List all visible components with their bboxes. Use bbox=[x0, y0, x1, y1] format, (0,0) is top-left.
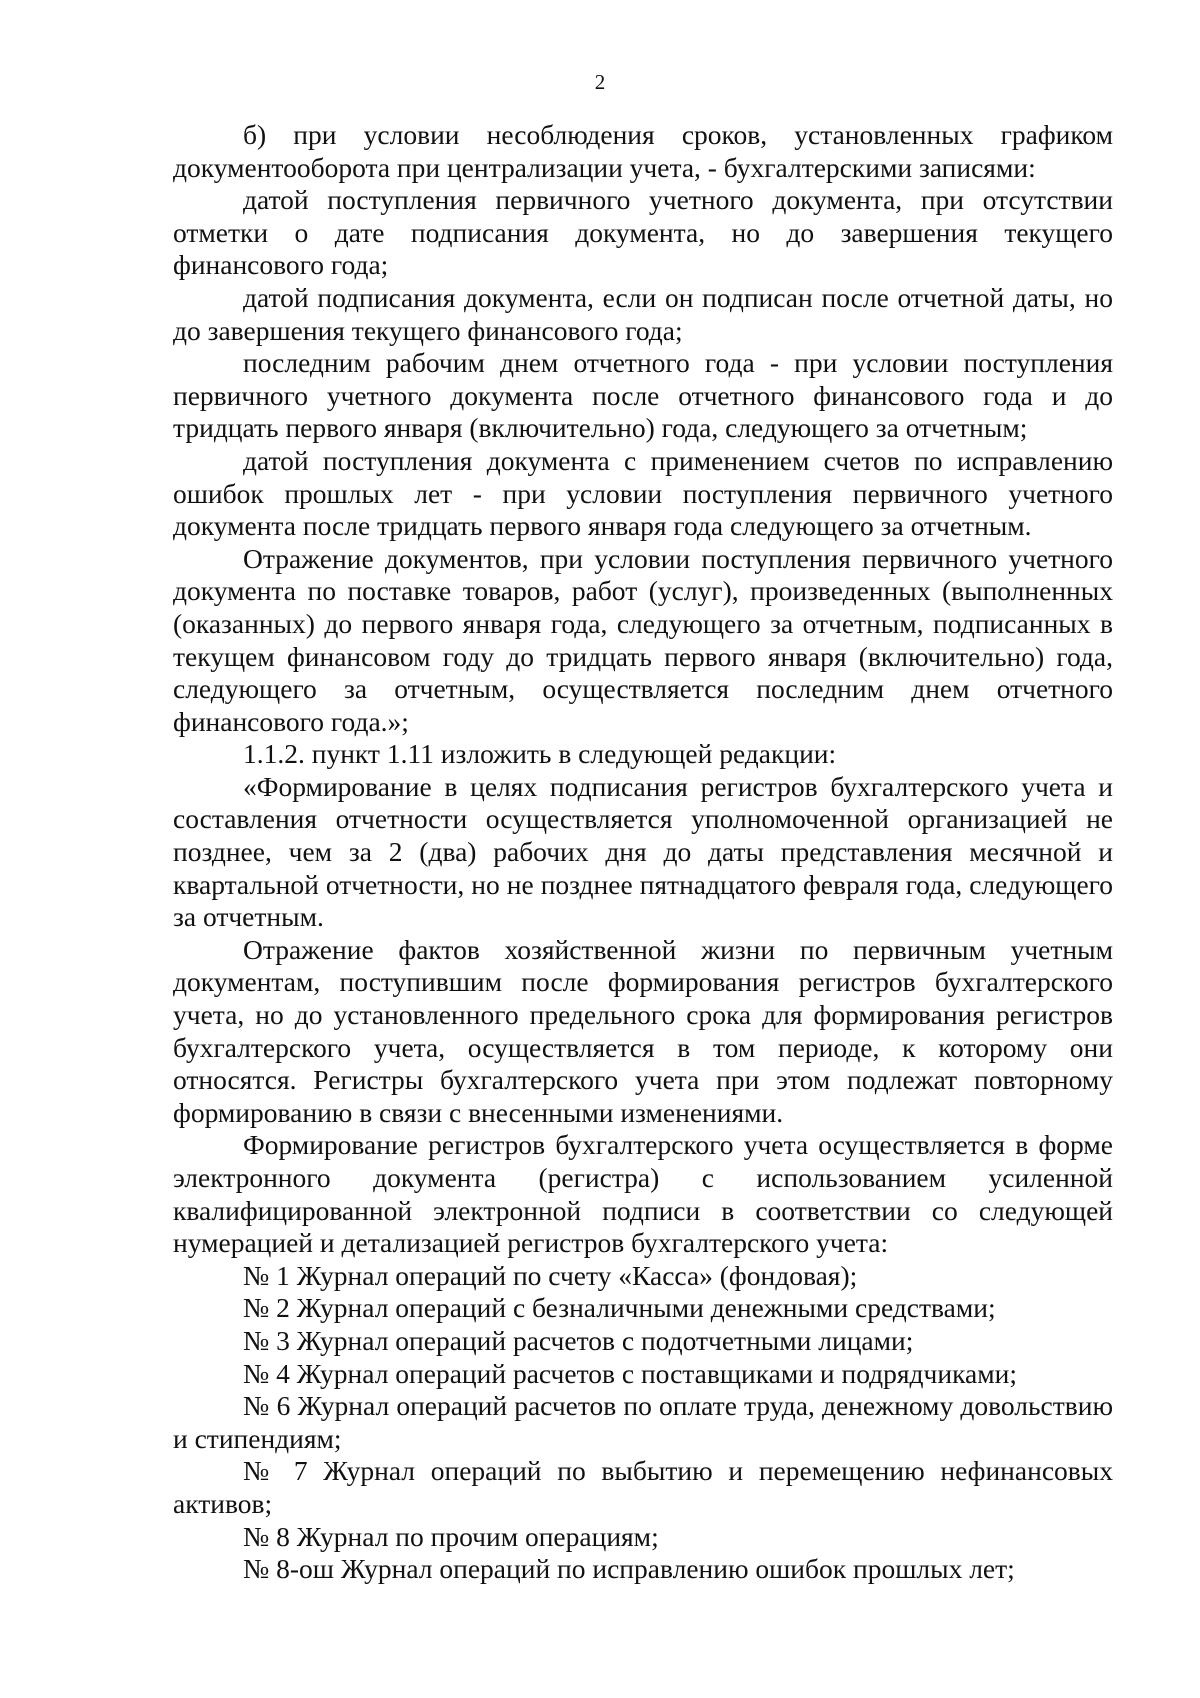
register-list-item: № 7 Журнал операций по выбытию и перемещению нефинансовых активов; bbox=[173, 1455, 1113, 1519]
register-list-item: № 8 Журнал по прочим операциям; bbox=[243, 1520, 659, 1552]
paragraph: б) при условии несоблюдения сроков, установленных графиком документооборота при централизации учета, - бухгалтерскими записями: bbox=[173, 119, 1113, 183]
page-number: 2 bbox=[594, 70, 606, 94]
paragraph: датой подписания документа, если он подписан после отчетной даты, но до завершения текущего финансового года; bbox=[173, 281, 1113, 346]
register-list-item: № 2 Журнал операций с безналичными денежными средствами; bbox=[243, 1292, 996, 1324]
paragraph: датой поступления документа с применением счетов по исправлению ошибок прошлых лет - при условии поступления первичного учетного документа после тридцать первого января года следующего за отчетным. bbox=[173, 444, 1113, 542]
paragraph: датой поступления первичного учетного документа, при отсутствии отметки о дате подписания документа, но до завершения текущего финансового года; bbox=[173, 184, 1113, 281]
paragraph: «Формирование в целях подписания регистров бухгалтерского учета и составления отчетности осуществляется уполномоченной организацией не позднее, чем за 2 (два) рабочих дня до даты представления месячной и квартальной отчетности, но не позднее пятнадцатого февраля года, следующего за отчетным. bbox=[173, 770, 1113, 933]
document-body bbox=[173, 119, 1113, 1586]
paragraph: Формирование регистров бухгалтерского учета осуществляется в форме электронного документа (регистра) с использованием усиленной квалифицированной электронной подписи в соответствии со следующей нумерацией и детализацией регистров бухгалтерского учета: bbox=[173, 1129, 1113, 1259]
register-list-item: № 3 Журнал операций расчетов с подотчетными лицами; bbox=[243, 1324, 914, 1356]
paragraph: 1.1.2. пункт 1.11 изложить в следующей редакции: bbox=[243, 738, 837, 770]
register-list-item: № 1 Журнал операций по счету «Касса» (фондовая); bbox=[243, 1259, 858, 1291]
paragraph: Отражение фактов хозяйственной жизни по первичным учетным документам, поступившим после формирования регистров бухгалтерского учета, но до установленного предельного срока для формирования регистров бухгалтерского учета, осуществляется в том периоде, к которому они относятся. Регистры бухгалтерского учета при этом подлежат повторному формированию в связи с внесенными изменениями. bbox=[173, 933, 1113, 1128]
register-list-item: № 8-ош Журнал операций по исправлению ошибок прошлых лет; bbox=[243, 1553, 1015, 1585]
paragraph: Отражение документов, при условии поступления первичного учетного документа по поставке товаров, работ (услуг), произведенных (выполненных (оказанных) до первого января года, следующего за отчетным, подписанных в текущем финансовом году до тридцать первого января (включительно) года, следующего за отчетным, осуществляется последним днем отчетного финансового года.»; bbox=[173, 542, 1113, 737]
paragraph: последним рабочим днем отчетного года - при условии поступления первичного учетного документа после отчетного финансового года и до тридцать первого января (включительно) года, следующего за отчетным; bbox=[173, 347, 1113, 444]
register-list-item: № 4 Журнал операций расчетов с поставщиками и подрядчиками; bbox=[243, 1357, 1017, 1389]
register-list-item: № 6 Журнал операций расчетов по оплате труда, денежному довольствию и стипендиям; bbox=[173, 1390, 1113, 1454]
